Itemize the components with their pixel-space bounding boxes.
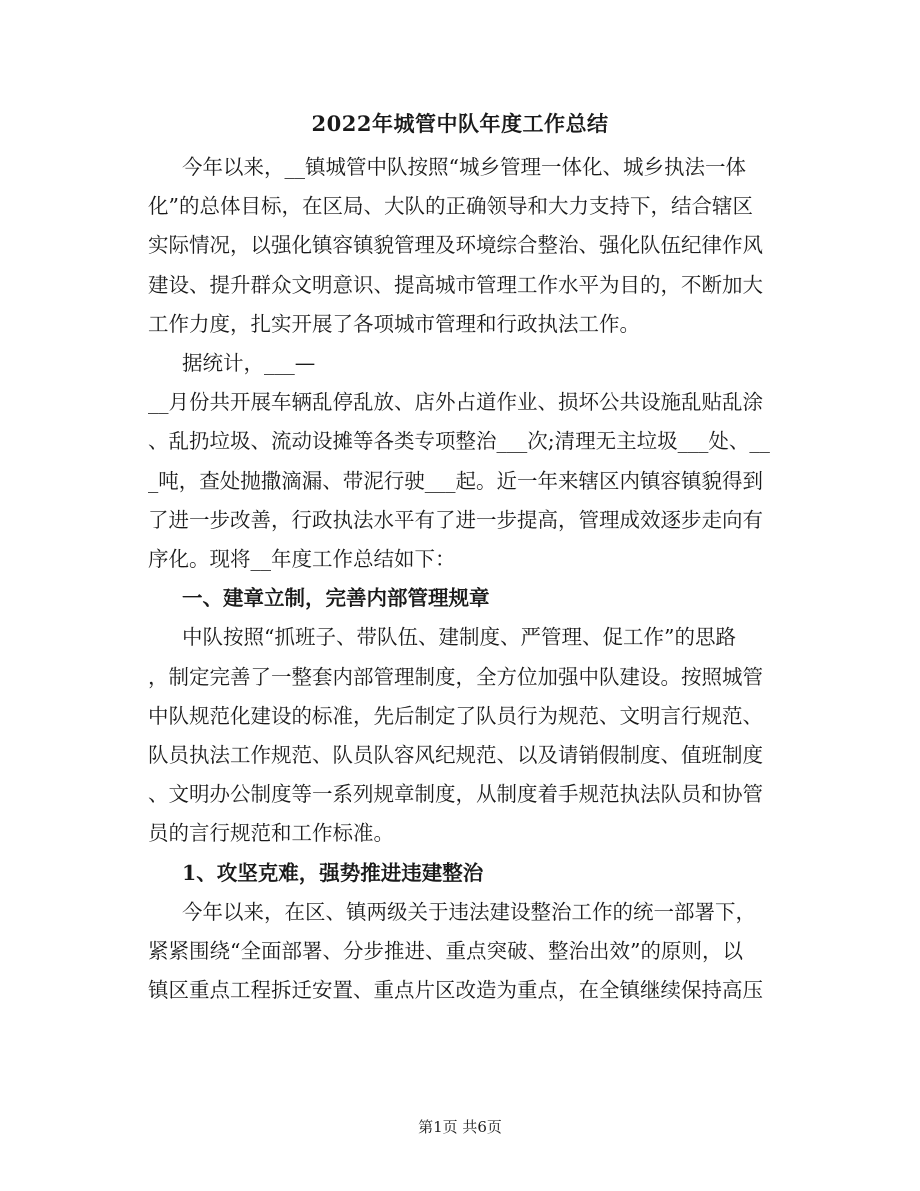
section-heading: 1、攻坚克难，强势推进违建整治 xyxy=(182,860,484,885)
text-line: _吨，查处抛撒滴漏、带泥行驶___起。近一年来辖区内镇容镇貌得到 xyxy=(148,468,763,493)
text-line: 了进一步改善，行政执法水平有了进一步提高，管理成效逐步走向有 xyxy=(148,507,763,532)
text-line: 紧紧围绕“全面部署、分步推进、重点突破、整治出效”的原则，以 xyxy=(148,939,743,964)
text-line: 今年以来，在区、镇两级关于违法建设整治工作的统一部署下， xyxy=(182,899,756,924)
text-line: 序化。现将__年度工作总结如下： xyxy=(148,547,456,572)
page-number-footer: 第1页 共6页 xyxy=(418,1118,502,1136)
text-line: 、乱扔垃圾、流动设摊等各类专项整治___次;清理无主垃圾___处、__ xyxy=(148,429,770,454)
text-line: 据统计，___— xyxy=(182,351,316,376)
document-body xyxy=(148,148,788,1010)
text-line: 中队按照“抓班子、带队伍、建制度、严管理、促工作”的思路 xyxy=(182,625,736,650)
text-line: 建设、提升群众文明意识、提高城市管理工作水平为目的，不断加大 xyxy=(148,272,763,297)
text-line: ，制定完善了一整套内部管理制度，全方位加强中队建设。按照城管 xyxy=(148,664,763,689)
text-line: 中队规范化建设的标准，先后制定了队员行为规范、文明言行规范、 xyxy=(148,703,763,728)
document-title: 2022年城管中队年度工作总结 xyxy=(311,111,609,136)
text-line: 实际情况，以强化镇容镇貌管理及环境综合整治、强化队伍纪律作风 xyxy=(148,233,763,258)
text-line: 员的言行规范和工作标准。 xyxy=(148,821,394,846)
text-line: __月份共开展车辆乱停乱放、店外占道作业、损坏公共设施乱贴乱涂 xyxy=(148,390,763,415)
text-line: 今年以来，__镇城管中队按照“城乡管理一体化、城乡执法一体 xyxy=(182,155,746,179)
section-heading: 一、建章立制，完善内部管理规章 xyxy=(182,586,490,611)
text-line: 工作力度，扎实开展了各项城市管理和行政执法工作。 xyxy=(148,311,640,336)
text-line: 镇区重点工程拆迁安置、重点片区改造为重点，在全镇继续保持高压 xyxy=(148,978,763,1003)
text-line: 化”的总体目标，在区局、大队的正确领导和大力支持下，结合辖区 xyxy=(148,194,753,219)
text-line: 队员执法工作规范、队员队容风纪规范、以及请销假制度、值班制度 xyxy=(148,743,763,768)
text-line: 、文明办公制度等一系列规章制度，从制度着手规范执法队员和协管 xyxy=(148,782,763,807)
